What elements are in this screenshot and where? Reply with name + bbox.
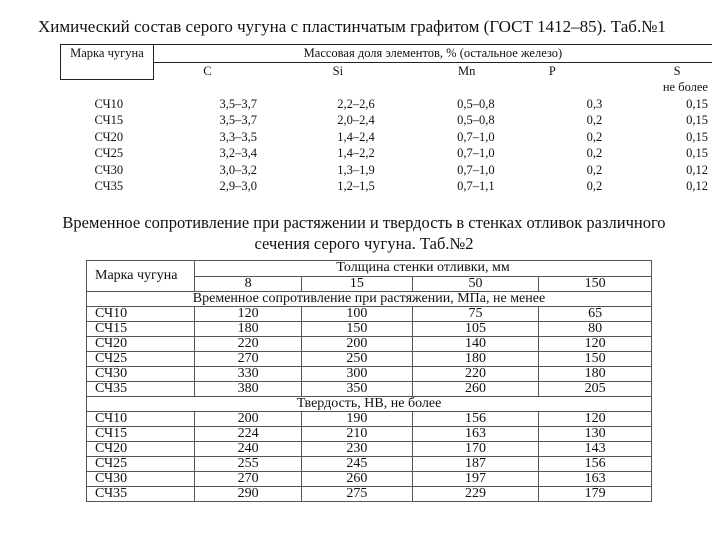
table2-value: 163	[412, 427, 539, 442]
table1-col-mn: Mn	[457, 63, 476, 78]
table1-col-s: S	[673, 63, 681, 78]
table2-value: 350	[301, 382, 412, 397]
table1-blank-cell	[379, 79, 499, 96]
table-row	[87, 487, 652, 502]
table2-value: 210	[301, 427, 412, 442]
table1-value-si: 1,3–1,9	[337, 162, 375, 177]
table1-value-s: 0,15	[686, 129, 708, 144]
table1-value-c: 3,0–3,2	[219, 162, 258, 177]
table1-value-p: 0,2	[586, 162, 603, 177]
table-row	[61, 129, 713, 146]
table2-value: 220	[195, 337, 302, 352]
table2-value: 224	[195, 427, 302, 442]
table2-value: 75	[412, 307, 539, 322]
table1-blank-cell	[153, 79, 261, 96]
table2-value: 170	[412, 442, 539, 457]
table1-blank-cell	[499, 79, 607, 96]
table1-value-c: 2,9–3,0	[219, 179, 258, 193]
table2-mark: СЧ25	[87, 457, 195, 472]
table2-value: 156	[412, 412, 539, 427]
table-row	[87, 352, 652, 367]
table2-value: 143	[539, 442, 652, 457]
table1-value-s: 0,15	[686, 96, 708, 111]
table-row	[87, 322, 652, 337]
table2-hardness-header: Твердость, НВ, не более	[87, 397, 652, 412]
table1-value-s: 0,12	[686, 162, 708, 177]
table2-mark-header: Марка чугуна	[87, 261, 195, 292]
table2-value: 100	[301, 307, 412, 322]
table1-value-si: 1,4–2,2	[337, 146, 375, 160]
table2-mark: СЧ30	[87, 367, 195, 382]
table1-group-header: Массовая доля элементов, % (остальное железо)	[153, 45, 712, 63]
table2-mark: СЧ35	[87, 487, 195, 502]
table2-value: 120	[539, 337, 652, 352]
table2-value: 200	[195, 412, 302, 427]
table2-value: 275	[301, 487, 412, 502]
table2-value: 179	[539, 487, 652, 502]
table2-value: 156	[539, 457, 652, 472]
table-row	[87, 337, 652, 352]
table1-value-mn: 0,7–1,0	[457, 129, 495, 144]
table1-value-p: 0,2	[586, 146, 603, 160]
table1-value-si: 1,4–2,4	[337, 129, 375, 144]
table1-value-c: 3,5–3,7	[219, 96, 258, 111]
table2-value: 105	[412, 322, 539, 337]
table2-title-line1: Временное сопротивление при растяжении и твердость в стенках отливок различного	[62, 213, 666, 232]
table-row	[87, 367, 652, 382]
table1-col-c: C	[203, 63, 212, 78]
table2-value: 197	[412, 472, 539, 487]
table-row	[87, 412, 652, 427]
table1-col-p: P	[548, 63, 556, 78]
table1-value-p: 0,2	[586, 129, 603, 144]
table2-title	[34, 212, 694, 254]
table2-value: 140	[412, 337, 539, 352]
table1-value-mn: 0,7–1,1	[457, 179, 495, 193]
table2-value: 120	[539, 412, 652, 427]
table2-thickness-15: 15	[301, 276, 412, 292]
table1-value-c: 3,5–3,7	[219, 113, 258, 127]
table2-value: 270	[195, 352, 302, 367]
table-row	[87, 472, 652, 487]
table-row	[61, 96, 713, 113]
table2-mark: СЧ15	[87, 322, 195, 337]
table2-value: 180	[539, 367, 652, 382]
table1-value-p: 0,2	[586, 113, 603, 127]
table-row	[87, 307, 652, 322]
table1-value-c: 3,3–3,5	[219, 129, 258, 144]
table1-mark-header: Марка чугуна	[61, 45, 154, 80]
table2-value: 163	[539, 472, 652, 487]
table1-col-si: Si	[332, 63, 344, 78]
table1-value-mn: 0,5–0,8	[457, 96, 495, 111]
table2-thickness-8: 8	[195, 276, 302, 292]
table1-value-s: 0,15	[686, 113, 708, 127]
table1-blank-cell	[61, 79, 154, 96]
table-row	[61, 178, 713, 195]
table2-value: 220	[412, 367, 539, 382]
table2-value: 180	[195, 322, 302, 337]
table1-value-mn: 0,7–1,0	[457, 162, 495, 177]
table1-value-s: 0,15	[686, 146, 708, 160]
table2-value: 380	[195, 382, 302, 397]
table2-value: 205	[539, 382, 652, 397]
table-row	[87, 442, 652, 457]
table2-value: 290	[195, 487, 302, 502]
table2-value: 260	[412, 382, 539, 397]
table1-value-p: 0,2	[586, 179, 603, 193]
table-row	[61, 145, 713, 162]
table2-value: 200	[301, 337, 412, 352]
table2-value: 229	[412, 487, 539, 502]
table2-mark: СЧ30	[87, 472, 195, 487]
table-row	[87, 427, 652, 442]
table1-value-si: 1,2–1,5	[337, 179, 375, 193]
table2-mark: СЧ35	[87, 382, 195, 397]
table2-value: 150	[539, 352, 652, 367]
table1-mark: СЧ20	[94, 129, 124, 144]
table2-value: 240	[195, 442, 302, 457]
table2-value: 180	[412, 352, 539, 367]
table2-value: 300	[301, 367, 412, 382]
table1-value-s: 0,12	[686, 179, 708, 193]
table1-mark: СЧ30	[94, 162, 124, 177]
table2-thickness-header: Толщина стенки отливки, мм	[195, 261, 652, 277]
table1-mark: СЧ15	[94, 113, 124, 127]
table-row	[61, 162, 713, 179]
table2-thickness-50: 50	[412, 276, 539, 292]
table-row	[61, 112, 713, 129]
table2-value: 187	[412, 457, 539, 472]
table1-mark: СЧ35	[94, 179, 124, 193]
table2-value: 230	[301, 442, 412, 457]
table2-strength-header: Временное сопротивление при растяжении, МПа, не менее	[87, 292, 652, 307]
table2-value: 260	[301, 472, 412, 487]
table2-mark: СЧ10	[87, 412, 195, 427]
table2-value: 245	[301, 457, 412, 472]
table2-mark: СЧ10	[87, 307, 195, 322]
table2-mark: СЧ20	[87, 337, 195, 352]
table2-mark: СЧ25	[87, 352, 195, 367]
table2-mark: СЧ15	[87, 427, 195, 442]
table2-value: 250	[301, 352, 412, 367]
table-row	[87, 457, 652, 472]
table2-value: 65	[539, 307, 652, 322]
table2-title-line2: сечения серого чугуна. Таб.№2	[254, 234, 474, 253]
table1-mark: СЧ10	[94, 96, 124, 111]
table2-thickness-150: 150	[539, 276, 652, 292]
table1-value-mn: 0,5–0,8	[457, 113, 495, 127]
table1-value-p: 0,3	[586, 96, 603, 111]
table1-blank-cell	[261, 79, 379, 96]
table2-value: 330	[195, 367, 302, 382]
table1-value-mn: 0,7–1,0	[457, 146, 495, 160]
table2-value: 80	[539, 322, 652, 337]
strength-hardness-table	[86, 260, 652, 502]
table1-sub-label: не более	[662, 80, 708, 94]
table2-value: 150	[301, 322, 412, 337]
table1-value-si: 2,0–2,4	[337, 113, 375, 127]
table2-value: 130	[539, 427, 652, 442]
table1-value-c: 3,2–3,4	[219, 146, 258, 160]
table2-value: 270	[195, 472, 302, 487]
table1-title: Химический состав серого чугуна с пластинчатым графитом (ГОСТ 1412–85). Таб.№1	[38, 17, 666, 36]
table-row	[87, 382, 652, 397]
chemical-composition-table	[60, 44, 712, 195]
table2-value: 255	[195, 457, 302, 472]
table2-mark: СЧ20	[87, 442, 195, 457]
table2-value: 120	[195, 307, 302, 322]
table2-value: 190	[301, 412, 412, 427]
table1-mark: СЧ25	[94, 146, 124, 160]
table1-value-si: 2,2–2,6	[337, 96, 375, 111]
